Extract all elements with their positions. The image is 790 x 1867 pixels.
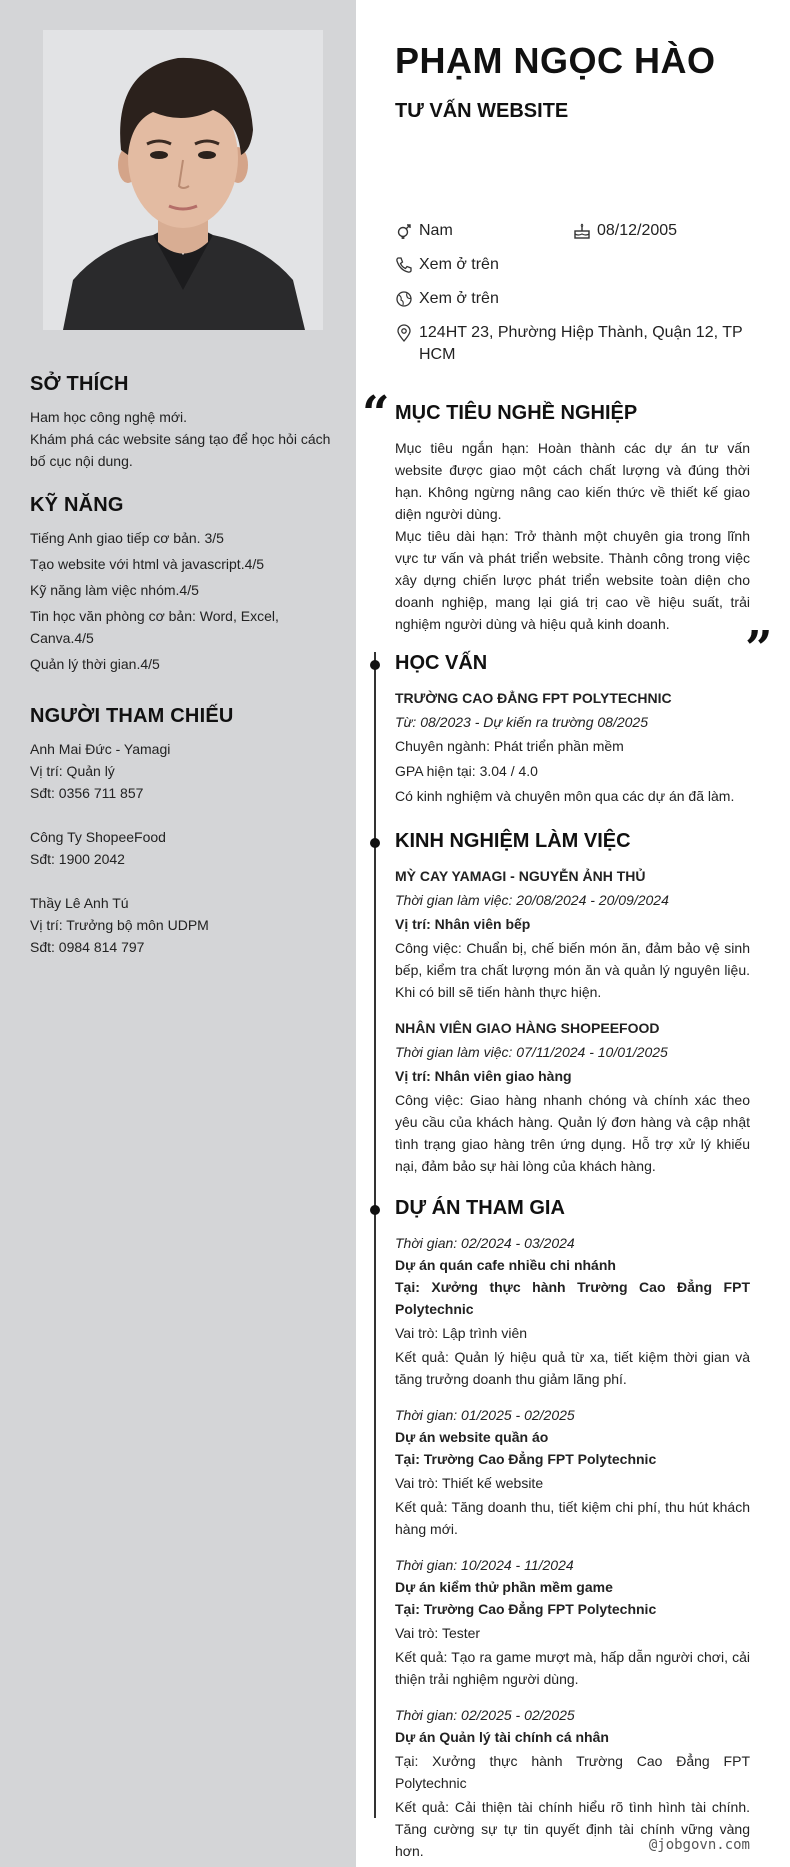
reference-phone: Sđt: 0984 814 797 <box>30 939 145 955</box>
work-description: Công việc: Chuẩn bị, chế biến món ăn, đảm bảo vệ sinh bếp, kiểm tra chất lượng món ăn và quản lý nguyên liệu. Khi có bill sẽ tiến hành thực hiện. <box>395 940 750 1000</box>
skill-item: Quản lý thời gian.4/5 <box>30 656 160 672</box>
reference-name: Công Ty ShopeeFood <box>30 829 166 845</box>
skill-item: Tiếng Anh giao tiếp cơ bản. 3/5 <box>30 530 224 546</box>
experience-section <box>395 830 750 1177</box>
project-item <box>395 1232 750 1390</box>
skill-item: Kỹ năng làm việc nhóm.4/5 <box>30 582 199 598</box>
work-position: Vị trí: Nhân viên bếp <box>395 916 531 932</box>
project-role: Vai trò: Thiết kế website <box>395 1475 544 1491</box>
reference-item <box>30 738 340 804</box>
company-name: MỲ CAY YAMAGI - NGUYỄN ẢNH THỦ <box>395 868 646 884</box>
project-name: Dự án website quần áo <box>395 1429 549 1445</box>
hobbies-section <box>30 373 340 472</box>
timeline-dot <box>370 660 380 670</box>
portrait-image <box>43 30 323 330</box>
projects-section <box>395 1197 750 1862</box>
open-quote-icon: “ <box>362 386 390 442</box>
project-role: Vai trò: Lập trình viên <box>395 1325 528 1341</box>
work-position: Vị trí: Nhân viên giao hàng <box>395 1068 572 1084</box>
education-gpa: GPA hiện tại: 3.04 / 4.0 <box>395 763 538 779</box>
timeline-dot <box>370 1205 380 1215</box>
project-place: Tại: Xưởng thực hành Trường Cao Đẳng FPT Polytechnic <box>395 1753 750 1791</box>
phone-value: Xem ở trên <box>419 256 499 273</box>
project-name: Dự án Quản lý tài chính cá nhân <box>395 1729 609 1745</box>
project-time: Thời gian: 01/2025 - 02/2025 <box>395 1407 575 1423</box>
education-note: Có kinh nghiệm và chuyên môn qua các dự án đã làm. <box>395 788 735 804</box>
cake-icon <box>573 222 591 240</box>
website-value: Xem ở trên <box>419 290 499 307</box>
project-place: Tại: Trường Cao Đẳng FPT Polytechnic <box>395 1601 657 1617</box>
project-place: Tại: Trường Cao Đẳng FPT Polytechnic <box>395 1451 657 1467</box>
reference-name: Anh Mai Đức - Yamagi <box>30 741 171 757</box>
education-section <box>395 652 750 807</box>
reference-phone: Sđt: 1900 2042 <box>30 851 125 867</box>
project-item <box>395 1404 750 1540</box>
address-row <box>395 322 750 366</box>
project-name: Dự án quán cafe nhiều chi nhánh <box>395 1257 616 1273</box>
project-place: Tại: Xưởng thực hành Trường Cao Đẳng FPT Polytechnic <box>395 1279 750 1317</box>
work-description: Công việc: Giao hàng nhanh chóng và chính xác theo yêu cầu của khách hàng. Quản lý đơn hàng và cập nhật tình trạng giao hàng trên ứng dụng. Hỗ trợ xử lý khiếu nại, đảm bảo sự hài lòng của khách hàng. <box>395 1092 750 1174</box>
project-role: Vai trò: Tester <box>395 1625 481 1641</box>
timeline-dot <box>370 838 380 848</box>
skill-item: Tin học văn phòng cơ bản: Word, Excel, Canva.4/5 <box>30 608 279 646</box>
skills-section <box>30 494 340 679</box>
footer-watermark: @jobgovn.com <box>648 1837 750 1853</box>
profile-photo <box>43 30 323 330</box>
reference-role: Vị trí: Quản lý <box>30 763 115 779</box>
location-pin-icon <box>395 324 413 342</box>
reference-phone: Sđt: 0356 711 857 <box>30 785 144 801</box>
birthday-value: 08/12/2005 <box>597 222 678 239</box>
project-time: Thời gian: 10/2024 - 11/2024 <box>395 1557 574 1573</box>
hobby-item: Ham học công nghệ mới. <box>30 409 188 425</box>
projects-heading: DỰ ÁN THAM GIA <box>395 1197 565 1219</box>
education-heading: HỌC VẤN <box>395 652 488 674</box>
gender-value: Nam <box>419 222 453 239</box>
project-item <box>395 1554 750 1690</box>
reference-item <box>30 892 340 958</box>
gender-icon <box>395 222 413 240</box>
project-time: Thời gian: 02/2025 - 02/2025 <box>395 1707 575 1723</box>
globe-icon <box>395 290 413 308</box>
experience-item <box>395 865 750 1003</box>
reference-role: Vị trí: Trưởng bộ môn UDPM <box>30 917 209 933</box>
education-major: Chuyên ngành: Phát triển phần mềm <box>395 738 624 754</box>
work-period: Thời gian làm việc: 07/11/2024 - 10/01/2025 <box>395 1044 668 1060</box>
hobby-item: Khám phá các website sáng tạo để học hỏi cách bố cục nội dung. <box>30 431 331 469</box>
school-name: TRƯỜNG CAO ĐẲNG FPT POLYTECHNIC <box>395 690 672 706</box>
close-quote-icon: ” <box>745 621 773 677</box>
phone-icon <box>395 256 413 274</box>
candidate-title: TƯ VẤN WEBSITE <box>395 100 569 122</box>
reference-item <box>30 826 340 870</box>
project-time: Thời gian: 02/2024 - 03/2024 <box>395 1235 575 1251</box>
project-result: Kết quả: Quản lý hiệu quả từ xa, tiết kiệm thời gian và tăng trưởng doanh thu giảm lãng phí. <box>395 1349 750 1387</box>
objective-short: Mục tiêu ngắn hạn: Hoàn thành các dự án tư vấn website được giao một cách chất lượng và đúng thời hạn. Không ngừng nâng cao kiến thức về thiết kế giao diện người dùng. <box>395 440 750 522</box>
project-result: Kết quả: Tạo ra game mượt mà, hấp dẫn người chơi, cải thiện trải nghiệm người dùng. <box>395 1649 750 1687</box>
objective-long: Mục tiêu dài hạn: Trở thành một chuyên gia trong lĩnh vực tư vấn và phát triển website. Thành công trong việc xây dựng chiến lược phát triển website toàn diện cho doanh nghiệp, mang lại giá trị cao về hiệu suất, trải nghiệm người dùng và hiệu quả kinh doanh. <box>395 528 750 632</box>
education-period: Từ: 08/2023 - Dự kiến ra trường 08/2025 <box>395 714 648 730</box>
candidate-name: PHẠM NGỌC HÀO <box>395 40 716 81</box>
project-result: Kết quả: Tăng doanh thu, tiết kiệm chi phí, thu hút khách hàng mới. <box>395 1499 750 1537</box>
experience-item <box>395 1017 750 1177</box>
objective-section <box>395 402 750 635</box>
project-name: Dự án kiểm thử phần mềm game <box>395 1579 613 1595</box>
project-result: Kết quả: Cải thiện tài chính hiểu rõ tình hình tài chính. Tăng cường sự tự tin quyết định tài chính vững vàng hơn. <box>395 1799 750 1859</box>
birthday-row <box>573 220 677 242</box>
skill-item: Tạo website với html và javascript.4/5 <box>30 556 265 572</box>
reference-name: Thầy Lê Anh Tú <box>30 895 129 911</box>
work-period: Thời gian làm việc: 20/08/2024 - 20/09/2024 <box>395 892 669 908</box>
experience-heading: KINH NGHIỆM LÀM VIỆC <box>395 830 631 852</box>
company-name: NHÂN VIÊN GIAO HÀNG SHOPEEFOOD <box>395 1020 660 1036</box>
references-heading: NGƯỜI THAM CHIẾU <box>30 705 234 727</box>
phone-row <box>395 254 499 276</box>
address-value: 124HT 23, Phường Hiệp Thành, Quận 12, TP HCM <box>419 324 743 363</box>
gender-row <box>395 220 453 242</box>
skills-heading: KỸ NĂNG <box>30 494 124 516</box>
website-row <box>395 288 499 310</box>
timeline-line <box>374 652 376 1818</box>
objective-heading: MỤC TIÊU NGHỀ NGHIỆP <box>395 402 638 424</box>
references-section <box>30 705 340 980</box>
hobbies-heading: SỞ THÍCH <box>30 373 129 395</box>
